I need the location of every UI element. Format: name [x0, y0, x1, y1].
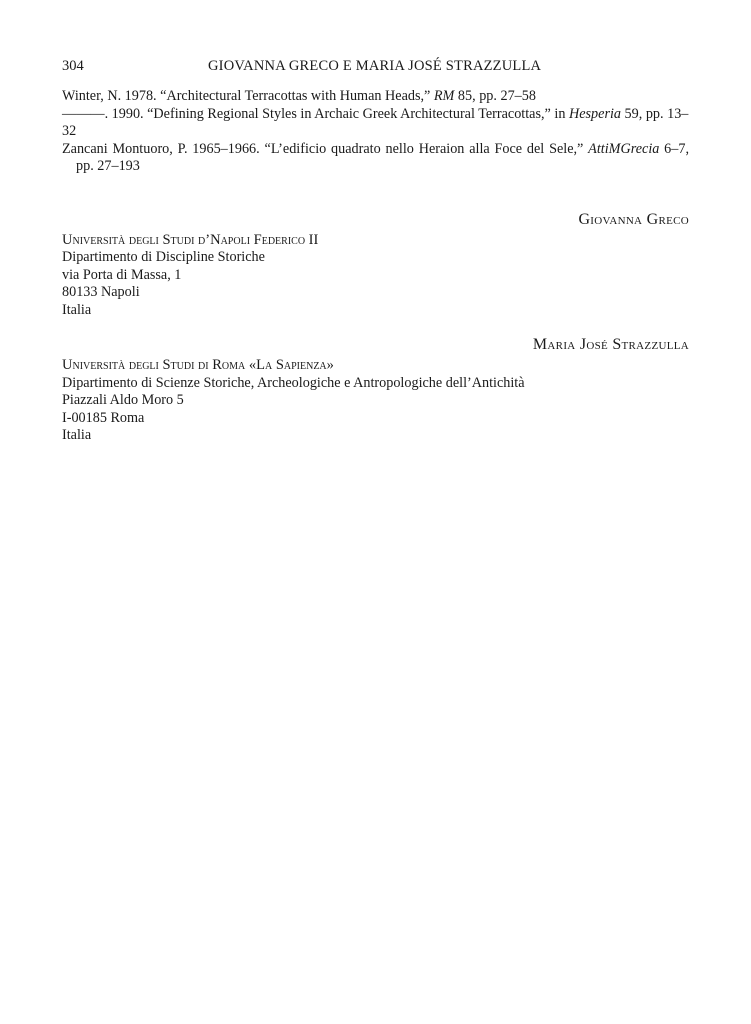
- bibliography-entry: [62, 106, 689, 141]
- institution: Università degli Studi d’Napoli Federico II: [62, 231, 319, 248]
- author-address: [62, 357, 689, 445]
- author-name: Maria José Strazzulla: [532, 336, 689, 353]
- author-name: Giovanna Greco: [578, 210, 689, 228]
- address-line: Italia: [62, 301, 92, 318]
- address-line: I-00185 Roma: [62, 409, 145, 426]
- entry-text: ———. 1990. “Defining Regional Styles in Archaic Greek Architectural Terracottas,” in: [62, 105, 569, 122]
- address-line: Piazzali Aldo Moro 5: [62, 392, 184, 408]
- page-header: [62, 58, 689, 82]
- address-line: via Porta di Massa, 1: [62, 266, 182, 283]
- author-block: [62, 211, 689, 320]
- entry-text: 6–7, pp. 27–193: [76, 140, 690, 174]
- address-line: Dipartimento di Discipline Storiche: [62, 249, 265, 265]
- bibliography-entry: [62, 141, 689, 176]
- page-number: 304: [62, 58, 84, 74]
- entry-journal: Hesperia: [568, 105, 621, 122]
- entry-journal: RM: [433, 88, 455, 104]
- entry-text: 59, pp. 13–32: [62, 105, 689, 139]
- address-line: 80133 Napoli: [62, 284, 140, 300]
- entry-journal: AttiMGrecia: [588, 140, 660, 157]
- author-block: [62, 336, 689, 445]
- page: [62, 58, 689, 445]
- entry-text: Winter, N. 1978. “Architectural Terracottas with Human Heads,”: [62, 88, 434, 104]
- entry-text: 85, pp. 27–58: [454, 88, 536, 104]
- author-address: [62, 232, 689, 320]
- bibliography: [62, 88, 689, 176]
- institution: Università degli Studi di Roma «La Sapienza»: [62, 357, 334, 373]
- running-head: GIOVANNA GRECO E MARIA JOSÉ STRAZZULLA: [208, 58, 542, 74]
- bibliography-entry: [62, 88, 689, 106]
- address-line: Dipartimento di Scienze Storiche, Archeologiche e Antropologiche dell’Antichità: [62, 374, 525, 391]
- address-line: Italia: [62, 427, 92, 443]
- entry-text: Zancani Montuoro, P. 1965–1966. “L’edificio quadrato nello Heraion alla Foce del Sele,”: [62, 140, 589, 157]
